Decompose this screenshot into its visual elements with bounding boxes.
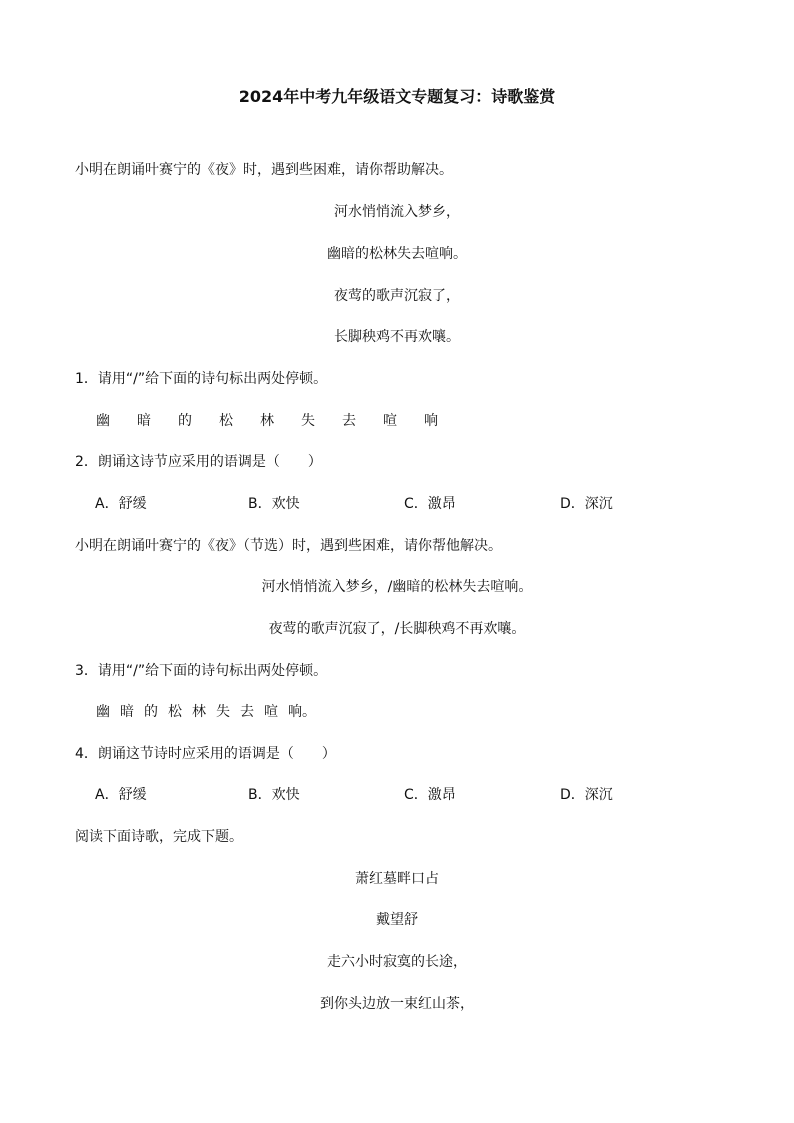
q1-char: 松: [219, 413, 233, 429]
q4-option-b: B．欢快: [248, 787, 300, 803]
poem1-line-3: 夜莺的歌声沉寂了，: [334, 288, 460, 304]
q4-option-d: D．深沉: [560, 787, 613, 803]
question-2: 2．朗诵这诗节应采用的语调是（ ）: [75, 454, 322, 470]
q4-option-a: A．舒缓: [95, 787, 147, 803]
q1-poem-chars: [96, 411, 734, 431]
poem3-line-1: 走六小时寂寞的长途，: [327, 954, 467, 970]
q3-char: 松: [168, 704, 182, 720]
q1-char: 失: [301, 413, 315, 429]
q1-char: 暗: [137, 413, 151, 429]
q2-option-b: B．欢快: [248, 496, 300, 512]
question-4: 4．朗诵这节诗时应采用的语调是（ ）: [75, 746, 336, 762]
q3-poem-chars: [96, 702, 734, 722]
q3-char: 林: [192, 704, 206, 720]
q3-char: 去: [240, 704, 254, 720]
question-1: 1．请用“/”给下面的诗句标出两处停顿。: [75, 371, 328, 387]
q3-char: 喧: [264, 704, 278, 720]
q3-char: 暗: [120, 704, 134, 720]
page-title: 2024年中考九年级语文专题复习：诗歌鉴赏: [238, 87, 556, 106]
q1-char: 响: [424, 413, 438, 429]
q2-option-d: D．深沉: [560, 496, 613, 512]
q2-option-a: A．舒缓: [95, 496, 147, 512]
question-3: 3．请用“/”给下面的诗句标出两处停顿。: [75, 663, 328, 679]
poem1-line-4: 长脚秧鸡不再欢嚷。: [334, 329, 460, 345]
intro-text-2: 小明在朗诵叶赛宁的《夜》（节选）时，遇到些困难，请你帮他解决。: [75, 538, 502, 554]
poem3-line-2: 到你头边放一束红山茶，: [320, 996, 474, 1012]
q1-char: 幽: [96, 413, 110, 429]
poem1-line-1: 河水悄悄流入梦乡，: [334, 204, 460, 220]
q4-option-c: C．激昂: [404, 787, 456, 803]
intro-text-3: 阅读下面诗歌，完成下题。: [75, 829, 243, 845]
q3-char: 响。: [288, 704, 316, 720]
q1-char: 喧: [383, 413, 397, 429]
q3-char: 幽: [96, 704, 110, 720]
q3-char: 的: [144, 704, 158, 720]
poem1-line-2: 幽暗的松林失去喧响。: [327, 246, 467, 262]
q1-char: 去: [342, 413, 356, 429]
poem3-title: 萧红墓畔口占: [355, 871, 439, 887]
poem2-line-2: 夜莺的歌声沉寂了，/长脚秧鸡不再欢嚷。: [268, 621, 526, 637]
poem3-author: 戴望舒: [376, 912, 418, 928]
q2-options: [75, 494, 734, 514]
q1-char: 林: [260, 413, 274, 429]
intro-text-1: 小明在朗诵叶赛宁的《夜》时，遇到些困难，请你帮助解决。: [75, 162, 453, 178]
q2-option-c: C．激昂: [404, 496, 456, 512]
poem2-line-1: 河水悄悄流入梦乡，/幽暗的松林失去喧响。: [261, 579, 533, 595]
q4-options: [75, 785, 734, 805]
q3-char: 失: [216, 704, 230, 720]
q1-char: 的: [178, 413, 192, 429]
